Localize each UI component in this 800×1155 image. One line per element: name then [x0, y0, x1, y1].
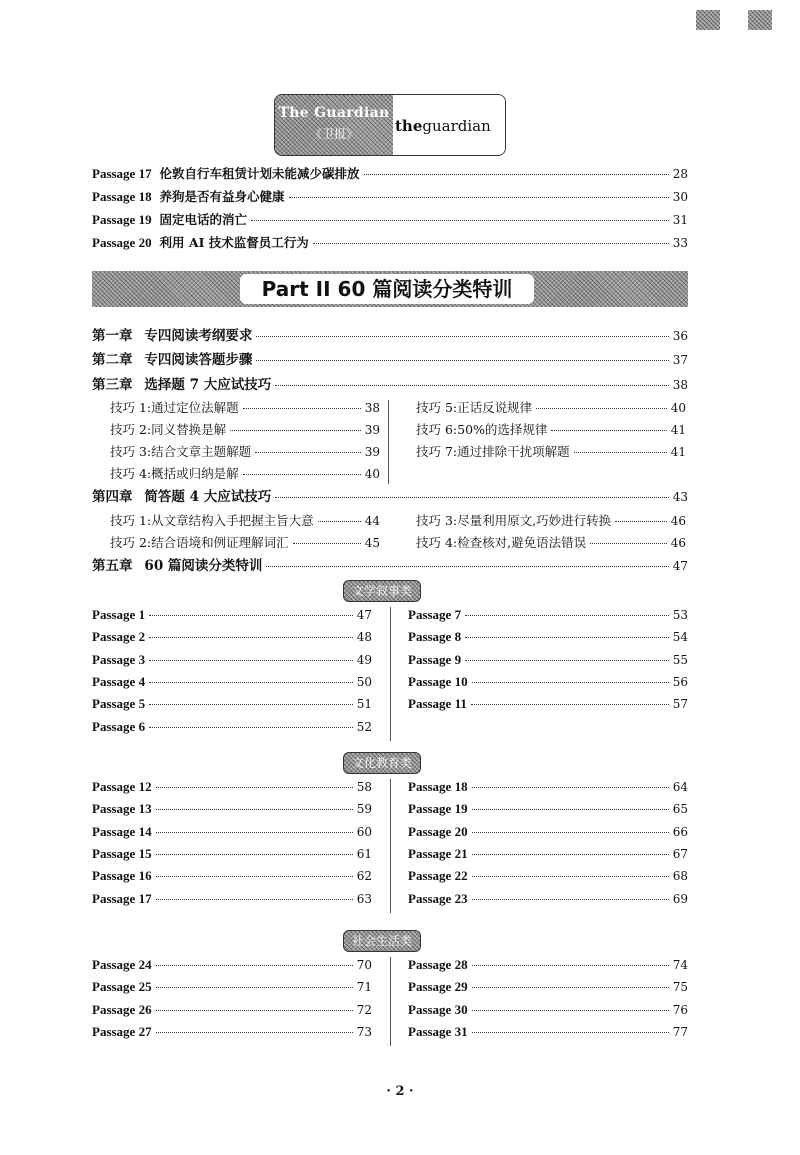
passage-label: Passage 8	[408, 629, 462, 645]
tip-title: 技巧 1:通过定位法解题	[110, 400, 239, 415]
section-badge: 文化教育类	[343, 752, 421, 774]
passage-entry	[408, 891, 688, 907]
chapter-number: 第五章	[92, 558, 133, 574]
passage-label: Passage 20	[92, 235, 152, 250]
page-ref: 58	[356, 780, 372, 794]
chapter-number: 第一章	[92, 328, 133, 344]
guardian-title-box	[275, 95, 393, 155]
dot-leader	[472, 899, 669, 900]
page-ref: 63	[356, 891, 372, 906]
page-number: · 2 ·	[386, 1084, 414, 1099]
passage-entry	[408, 824, 688, 840]
passage-entry	[92, 607, 372, 623]
section-badge: 社会生活类	[343, 930, 421, 952]
passage-entry	[92, 652, 372, 668]
page-ref: 49	[356, 652, 372, 667]
dot-leader	[156, 965, 353, 966]
passage-entry	[92, 1024, 372, 1040]
passage-entry	[92, 629, 372, 645]
dot-leader	[472, 832, 669, 833]
passage-label: Passage 31	[408, 1023, 468, 1039]
dot-leader	[156, 899, 353, 900]
dot-leader	[255, 452, 361, 453]
passage-label: Passage 14	[92, 823, 152, 839]
tip-entry	[110, 466, 380, 482]
dot-leader	[149, 704, 353, 705]
dot-leader	[256, 336, 668, 337]
passage-label: Passage 28	[408, 957, 468, 972]
passage-entry	[408, 1002, 688, 1018]
dot-leader	[243, 408, 361, 409]
page-ref: 56	[672, 674, 688, 689]
page-ref: 64	[672, 780, 688, 794]
guardian-title-cn: 《卫报》	[309, 127, 358, 141]
spacer	[133, 328, 145, 344]
tip-entry	[110, 513, 380, 529]
dot-leader	[465, 660, 669, 661]
dot-leader	[615, 521, 667, 522]
tip-entry	[110, 444, 380, 460]
tip-entry	[416, 513, 686, 529]
page-ref: 41	[670, 445, 686, 459]
section-divider	[390, 607, 391, 741]
spacer	[152, 235, 160, 251]
page-ref: 66	[672, 824, 688, 839]
page-ref: 62	[356, 869, 372, 884]
dot-leader	[251, 220, 669, 221]
page-ref: 33	[672, 236, 688, 250]
tip-title: 技巧 1:从文章结构入手把握主旨大意	[110, 513, 314, 528]
dot-leader	[149, 637, 353, 638]
passage-label: Passage 20	[408, 823, 468, 839]
page-ref: 74	[672, 958, 688, 972]
spacer	[152, 166, 160, 182]
page-ref: 52	[356, 719, 372, 734]
dot-leader	[472, 787, 669, 788]
page-ref: 50	[356, 674, 372, 689]
page-ref: 73	[356, 1024, 372, 1039]
page-ref: 57	[672, 697, 688, 712]
tip-title: 技巧 4:检查核对,避免语法错误	[416, 535, 587, 550]
dot-leader	[472, 876, 669, 877]
tip-entry	[416, 535, 686, 551]
page-ref: 54	[672, 630, 688, 645]
passage-entry	[408, 846, 688, 862]
passage-label: Passage 27	[92, 1023, 152, 1039]
passage-entry	[408, 629, 688, 645]
dot-leader	[256, 360, 668, 361]
page-ref: 43	[672, 490, 688, 504]
chapter-title: 选择题 7 大应试技巧	[144, 377, 272, 393]
passage-entry	[408, 868, 688, 884]
dot-leader	[243, 474, 361, 475]
guardian-entry	[92, 189, 688, 205]
spacer	[133, 558, 145, 574]
page-ref: 44	[364, 514, 380, 528]
tip-title: 技巧 3:尽量利用原文,巧妙进行转换	[416, 513, 612, 528]
page-ref: 71	[356, 980, 372, 995]
chapter-entry	[92, 328, 688, 344]
chapter-entry	[92, 489, 688, 505]
passage-entry	[408, 1024, 688, 1040]
passage-entry	[408, 696, 688, 712]
guardian-entry	[92, 235, 688, 251]
tip-entry	[110, 422, 380, 438]
passage-label: Passage 19	[408, 801, 468, 817]
dot-leader	[230, 430, 361, 431]
chapter-title: 60 篇阅读分类特训	[144, 558, 263, 574]
tip-title: 技巧 5:正话反说规律	[416, 400, 533, 415]
page-ref: 41	[670, 423, 686, 437]
page-ref: 68	[672, 869, 688, 884]
passage-label: Passage 2	[92, 629, 146, 645]
dot-leader	[551, 430, 666, 431]
guardian-logo-box	[393, 95, 505, 155]
passage-title: 利用 AI 技术监督员工行为	[159, 235, 309, 250]
dot-leader	[156, 787, 353, 788]
passage-entry	[92, 1002, 372, 1018]
passage-label: Passage 19	[92, 212, 152, 227]
chapter-title: 专四阅读考纲要求	[144, 328, 253, 344]
passage-entry	[92, 824, 372, 840]
chapter-entry	[92, 352, 688, 368]
page-ref: 39	[364, 423, 380, 437]
passage-entry	[408, 779, 688, 795]
page-ref: 47	[356, 608, 372, 622]
dot-leader	[156, 832, 353, 833]
passage-entry	[92, 719, 372, 735]
guardian-logo: theguardian	[395, 117, 491, 135]
dot-leader	[266, 566, 668, 567]
dot-leader	[465, 637, 669, 638]
passage-entry	[408, 801, 688, 817]
dot-leader	[275, 385, 669, 386]
dot-leader	[313, 243, 669, 244]
chapter-number: 第三章	[92, 377, 133, 393]
page-ref: 31	[672, 213, 688, 227]
corner-mark-left	[696, 10, 720, 30]
tip-entry	[110, 400, 380, 416]
spacer	[133, 377, 145, 393]
tip-entry	[416, 444, 686, 460]
passage-label: Passage 30	[408, 1001, 468, 1017]
passage-entry	[408, 979, 688, 995]
dot-leader	[275, 497, 669, 498]
passage-entry	[92, 868, 372, 884]
passage-entry	[92, 696, 372, 712]
dot-leader	[156, 809, 353, 810]
page-ref: 65	[672, 802, 688, 817]
dot-leader	[156, 1010, 353, 1011]
passage-title: 养狗是否有益身心健康	[159, 189, 285, 204]
page-ref: 40	[364, 467, 380, 481]
passage-entry	[92, 779, 372, 795]
page-ref: 75	[672, 980, 688, 995]
passage-entry	[408, 674, 688, 690]
passage-label: Passage 11	[408, 696, 467, 712]
passage-label: Passage 15	[92, 845, 152, 861]
passage-entry	[92, 957, 372, 973]
tip-title: 技巧 4:概括或归纳是解	[110, 466, 239, 481]
dot-leader	[590, 543, 667, 544]
dot-leader	[149, 727, 353, 728]
page-ref: 53	[672, 608, 688, 622]
passage-label: Passage 23	[408, 890, 468, 906]
tip-entry	[416, 400, 686, 416]
page-ref: 76	[672, 1002, 688, 1017]
spacer	[133, 489, 145, 505]
passage-entry	[92, 846, 372, 862]
page-ref: 36	[672, 329, 688, 343]
passage-title: 伦敦自行车租赁计划未能减少碳排放	[159, 166, 360, 181]
guardian-entry	[92, 166, 688, 182]
passage-label: Passage 17	[92, 166, 152, 181]
dot-leader	[472, 1010, 669, 1011]
page-ref: 39	[364, 445, 380, 459]
page-ref: 77	[672, 1024, 688, 1039]
dot-leader	[289, 197, 669, 198]
dot-leader	[465, 615, 669, 616]
tip-title: 技巧 7:通过排除干扰项解题	[416, 444, 570, 459]
chapter-title: 简答题 4 大应试技巧	[144, 489, 272, 505]
page-ref: 70	[356, 958, 372, 972]
passage-entry	[92, 674, 372, 690]
page-ref: 46	[670, 536, 686, 550]
dot-leader	[574, 452, 667, 453]
page-ref: 47	[672, 559, 688, 573]
passage-label: Passage 16	[92, 868, 152, 884]
passage-label: Passage 3	[92, 651, 146, 667]
page-ref: 46	[670, 514, 686, 528]
passage-label: Passage 25	[92, 979, 152, 995]
chapter-entry	[92, 377, 688, 393]
passage-label: Passage 18	[408, 779, 468, 794]
passage-label: Passage 9	[408, 651, 462, 667]
page-ref: 30	[672, 190, 688, 204]
passage-label: Passage 26	[92, 1001, 152, 1017]
page-ref: 40	[670, 401, 686, 415]
section-divider	[390, 779, 391, 913]
page-ref: 60	[356, 824, 372, 839]
page-ref: 28	[672, 167, 688, 181]
dot-leader	[156, 876, 353, 877]
page-ref: 51	[356, 697, 372, 712]
dot-leader	[156, 854, 353, 855]
passage-label: Passage 29	[408, 979, 468, 995]
tip-title: 技巧 2:结合语境和例证理解词汇	[110, 535, 289, 550]
passage-entry	[92, 891, 372, 907]
passage-title: 固定电话的消亡	[159, 212, 248, 227]
passage-label: Passage 1	[92, 607, 146, 622]
passage-label: Passage 4	[92, 673, 146, 689]
page-ref: 45	[364, 536, 380, 550]
page-ref: 37	[672, 353, 688, 367]
passage-entry	[92, 801, 372, 817]
passage-entry	[408, 957, 688, 973]
page-ref: 72	[356, 1002, 372, 1017]
tip-entry	[110, 535, 380, 551]
section-badge: 文学叙事类	[343, 580, 421, 602]
passage-label: Passage 10	[408, 673, 468, 689]
chapter-number: 第二章	[92, 352, 133, 368]
passage-label: Passage 12	[92, 779, 152, 794]
page-ref: 38	[364, 401, 380, 415]
passage-label: Passage 6	[92, 718, 146, 734]
guardian-entry	[92, 212, 688, 228]
dot-leader	[318, 521, 361, 522]
dot-leader	[149, 615, 353, 616]
passage-label: Passage 22	[408, 868, 468, 884]
page-ref: 69	[672, 891, 688, 906]
tip-entry	[416, 422, 686, 438]
passage-label: Passage 7	[408, 607, 462, 622]
page-ref: 61	[356, 846, 372, 861]
page-ref: 48	[356, 630, 372, 645]
passage-entry	[408, 652, 688, 668]
chapter-entry	[92, 558, 688, 574]
dot-leader	[293, 543, 361, 544]
corner-mark-right	[748, 10, 772, 30]
section-divider	[390, 957, 391, 1046]
passage-entry	[92, 979, 372, 995]
dot-leader	[149, 660, 353, 661]
passage-label: Passage 17	[92, 890, 152, 906]
spacer	[152, 189, 160, 205]
guardian-banner	[274, 94, 506, 156]
dot-leader	[156, 1032, 353, 1033]
chapter-title: 专四阅读答题步骤	[144, 352, 253, 368]
tips-divider-ch3	[388, 400, 389, 484]
spacer	[152, 212, 160, 228]
passage-entry	[408, 607, 688, 623]
dot-leader	[149, 682, 353, 683]
guardian-title-en: The Guardian	[278, 105, 390, 121]
dot-leader	[472, 809, 669, 810]
dot-leader	[536, 408, 667, 409]
passage-label: Passage 5	[92, 696, 146, 712]
dot-leader	[472, 854, 669, 855]
part2-title: Part II 60 篇阅读分类特训	[240, 274, 534, 304]
dot-leader	[472, 965, 669, 966]
tip-title: 技巧 2:同义替换是解	[110, 422, 227, 437]
dot-leader	[156, 987, 353, 988]
dot-leader	[472, 1032, 669, 1033]
page-ref: 55	[672, 652, 688, 667]
dot-leader	[471, 704, 669, 705]
tip-title: 技巧 3:结合文章主题解题	[110, 444, 252, 459]
page-ref: 38	[672, 378, 688, 392]
spacer	[133, 352, 145, 368]
passage-label: Passage 21	[408, 845, 468, 861]
dot-leader	[472, 682, 669, 683]
page-ref: 67	[672, 846, 688, 861]
tip-title: 技巧 6:50%的选择规律	[416, 422, 548, 437]
passage-label: Passage 18	[92, 189, 152, 204]
chapter-number: 第四章	[92, 489, 133, 505]
dot-leader	[364, 174, 669, 175]
dot-leader	[472, 987, 669, 988]
page-ref: 59	[356, 802, 372, 817]
passage-label: Passage 13	[92, 801, 152, 817]
passage-label: Passage 24	[92, 957, 152, 972]
